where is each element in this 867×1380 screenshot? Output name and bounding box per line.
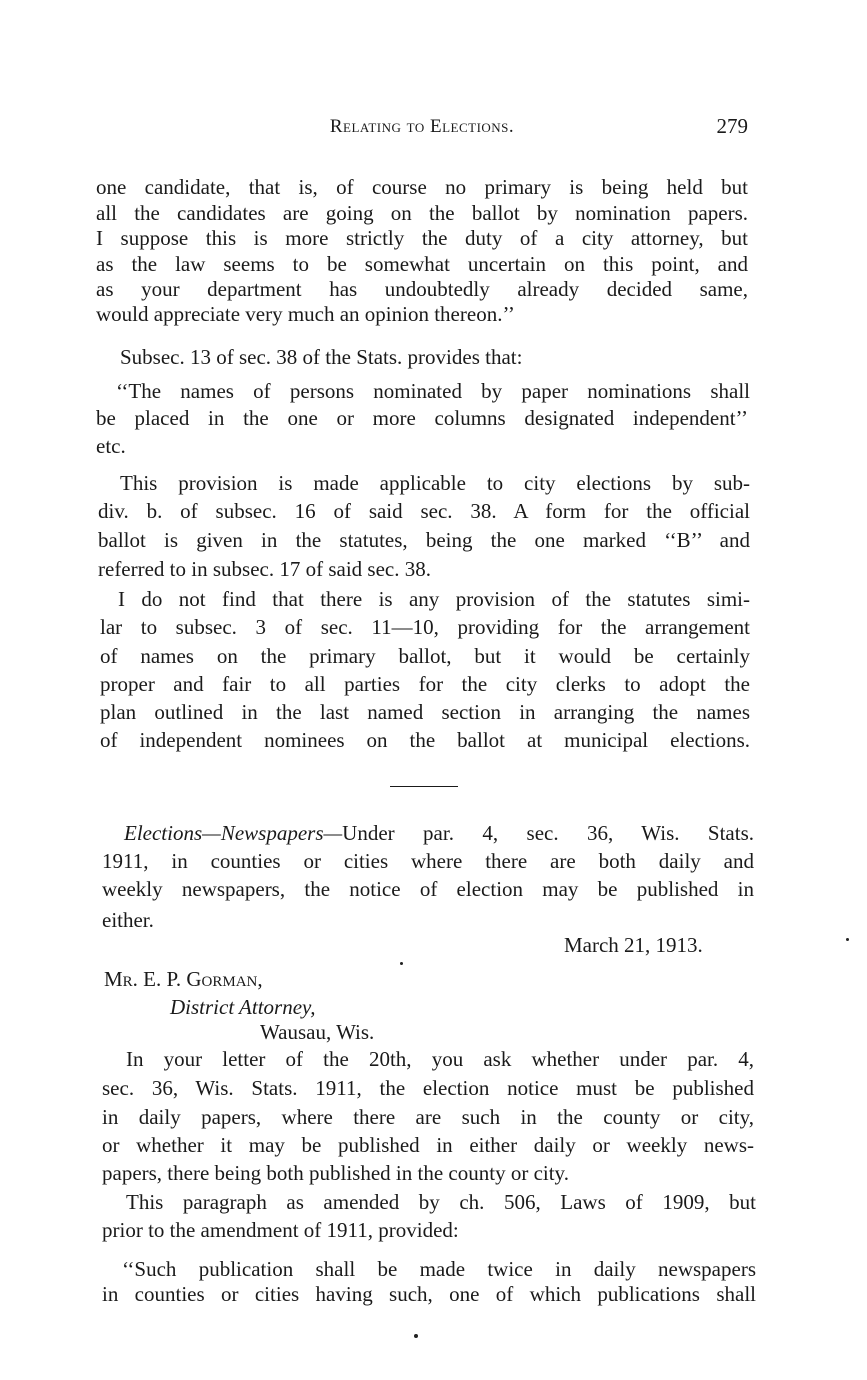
addressee-prefix: Mr. E. P. (104, 967, 187, 991)
syllabus-line: 1911, in counties or cities where there are both daily and (102, 849, 754, 873)
body-line: referred to in subsec. 17 of said sec. 38. (98, 557, 431, 581)
body-line: This paragraph as amended by ch. 506, Laws of 1909, but (126, 1190, 756, 1214)
body-line: I do not find that there is any provision of the statutes simi- (118, 587, 750, 611)
body-line: all the candidates are going on the ballot by nomination papers. (96, 201, 748, 225)
letter-date: March 21, 1913. (564, 933, 703, 957)
body-line: or whether it may be published in either daily or weekly news- (102, 1133, 754, 1157)
body-line: papers, there being both published in the county or city. (102, 1161, 569, 1185)
addressee-title: District Attorney, (170, 995, 316, 1019)
body-line: prior to the amendment of 1911, provided: (102, 1218, 459, 1242)
body-line: In your letter of the 20th, you ask whether under par. 4, (126, 1047, 754, 1071)
body-line: of names on the primary ballot, but it would be certainly (100, 644, 750, 668)
body-line: of independent nominees on the ballot at municipal elections. (100, 728, 750, 752)
body-line: in daily papers, where there are such in the county or city, (102, 1105, 754, 1129)
body-line: lar to subsec. 3 of sec. 11—10, providing for the arrangement (100, 615, 750, 639)
addressee-city: Wausau, Wis. (260, 1020, 375, 1044)
quote-line: be placed in the one or more columns designated independent’’ (96, 406, 748, 430)
addressee-name (104, 966, 263, 992)
quote-line: ‘‘The names of persons nominated by paper nominations shall (116, 379, 750, 403)
syllabus-text: Under par. 4, sec. 36, Wis. Stats. (342, 821, 754, 845)
print-speck (400, 962, 403, 965)
body-line: sec. 36, Wis. Stats. 1911, the election notice must be published (102, 1076, 754, 1100)
syllabus-line (124, 820, 754, 846)
body-line: proper and fair to all parties for the city clerks to adopt the (100, 672, 750, 696)
body-line: one candidate, that is, of course no primary is being held but (96, 175, 748, 199)
body-line: as your department has undoubtedly already decided same, (96, 277, 748, 301)
addressee-surname: Gorman, (186, 967, 263, 991)
body-line: Subsec. 13 of sec. 38 of the Stats. provides that: (120, 345, 523, 369)
quote-line: ‘‘Such publication shall be made twice in daily newspapers (122, 1257, 756, 1281)
syllabus-topic: Elections—Newspapers— (124, 821, 343, 845)
running-title: Relating to Elections. (329, 116, 515, 137)
syllabus-line: weekly newspapers, the notice of election may be published in (102, 877, 754, 901)
body-line: ballot is given in the statutes, being the one marked ‘‘B’’ and (98, 528, 750, 552)
running-head (96, 116, 748, 146)
page-number: 279 (716, 114, 748, 138)
body-line: plan outlined in the last named section in arranging the names (100, 700, 750, 724)
quote-line: in counties or cities having such, one of which publications shall (102, 1282, 756, 1306)
section-divider (390, 786, 458, 787)
print-speck (846, 938, 849, 941)
body-line: This provision is made applicable to city elections by sub- (120, 471, 750, 495)
body-line: div. b. of subsec. 16 of said sec. 38. A form for the official (98, 499, 750, 523)
body-line: I suppose this is more strictly the duty of a city attorney, but (96, 226, 748, 250)
print-speck (414, 1334, 418, 1338)
syllabus-line: either. (102, 908, 154, 932)
body-line: would appreciate very much an opinion thereon.’’ (96, 302, 515, 326)
body-line: as the law seems to be somewhat uncertain on this point, and (96, 252, 748, 276)
quote-line: etc. (96, 434, 126, 458)
